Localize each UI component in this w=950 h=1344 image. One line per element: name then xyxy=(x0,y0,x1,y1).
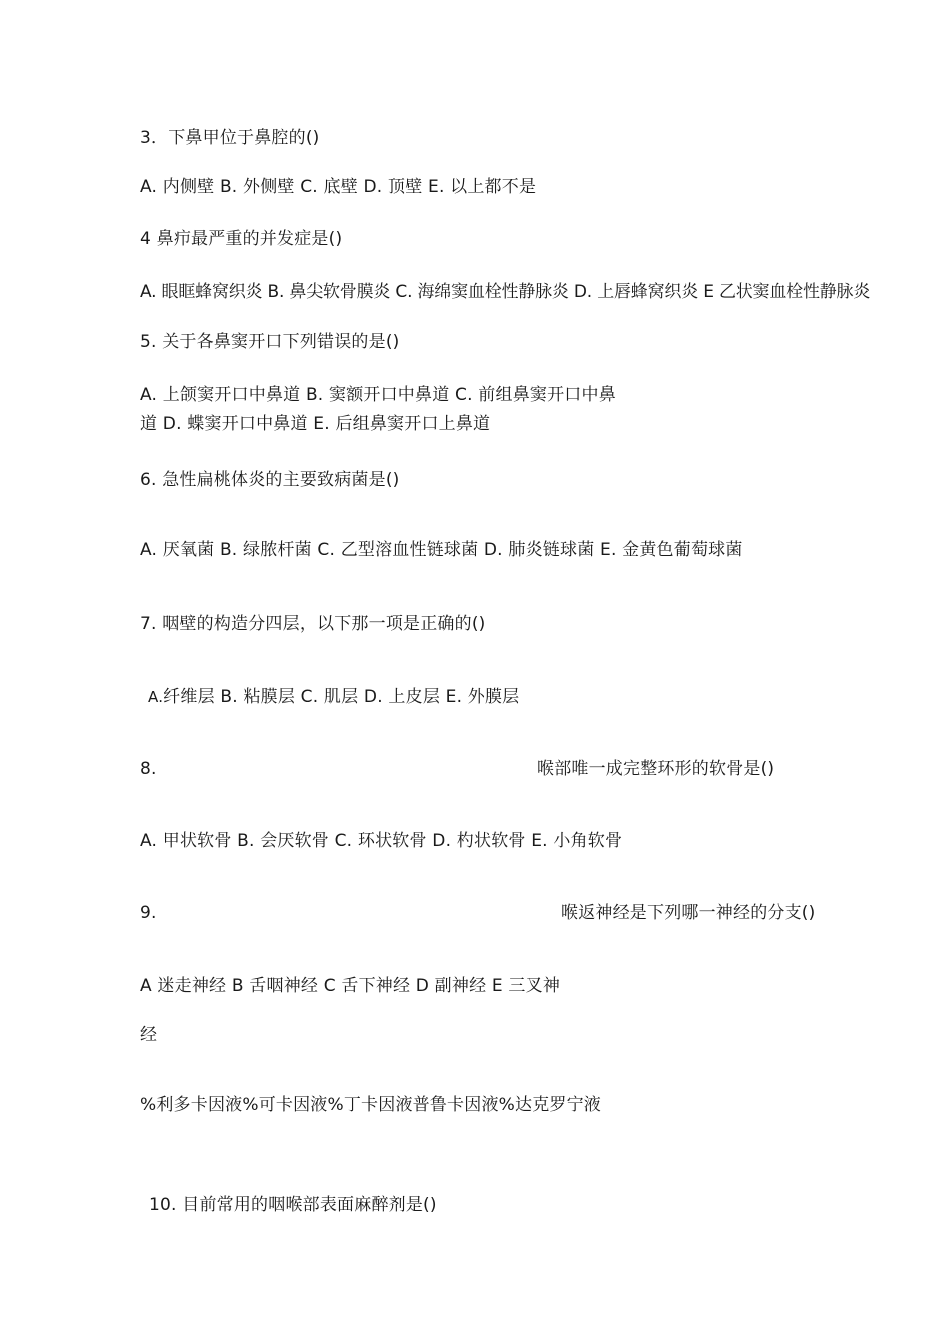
q7-option-a-letter: A. xyxy=(148,688,164,706)
q5-stem: 5. 关于各鼻窦开口下列错误的是() xyxy=(140,332,400,352)
q7-stem: 7. 咽壁的构造分四层，以下那一项是正确的() xyxy=(140,614,486,634)
q9-stem: 喉返神经是下列哪一神经的分支() xyxy=(561,903,816,923)
q6-stem: 6. 急性扁桃体炎的主要致病菌是() xyxy=(140,470,400,490)
q10-options: %利多卡因液%可卡因液%丁卡因液普鲁卡因液%达克罗宁液 xyxy=(140,1095,602,1115)
q7-options xyxy=(148,687,519,707)
q5-options-line-1: A. 上颌窦开口中鼻道 B. 窦额开口中鼻道 C. 前组鼻窦开口中鼻 xyxy=(140,385,616,405)
q8-stem: 喉部唯一成完整环形的软骨是() xyxy=(537,759,775,779)
q7-options-text: 纤维层 B. 粘膜层 C. 肌层 D. 上皮层 E. 外膜层 xyxy=(163,687,520,707)
q3-options: A. 内侧壁 B. 外侧壁 C. 底壁 D. 顶壁 E. 以上都不是 xyxy=(140,177,537,197)
q9-number: 9. xyxy=(140,903,157,923)
q3-stem: 3．下鼻甲位于鼻腔的() xyxy=(140,128,320,148)
q10-stem: 10. 目前常用的咽喉部表面麻醉剂是() xyxy=(149,1195,437,1215)
q9-options-line-1: A 迷走神经 B 舌咽神经 C 舌下神经 D 副神经 E 三叉神 xyxy=(140,976,561,996)
q8-options: A. 甲状软骨 B. 会厌软骨 C. 环状软骨 D. 杓状软骨 E. 小角软骨 xyxy=(140,831,623,851)
q5-options-line-2: 道 D. 蝶窦开口中鼻道 E. 后组鼻窦开口上鼻道 xyxy=(140,414,491,434)
q6-options: A. 厌氧菌 B. 绿脓杆菌 C. 乙型溶血性链球菌 D. 肺炎链球菌 E. 金黄色葡萄球菌 xyxy=(140,540,743,560)
q4-stem: 4 鼻疖最严重的并发症是() xyxy=(140,229,343,249)
q8-number: 8. xyxy=(140,759,157,779)
q9-options-line-2: 经 xyxy=(140,1025,158,1045)
q4-options: A. 眼眶蜂窝织炎 B. 鼻尖软骨膜炎 C. 海绵窦血栓性静脉炎 D. 上唇蜂窝织炎 E 乙状窦血栓性静脉炎 xyxy=(140,282,871,302)
